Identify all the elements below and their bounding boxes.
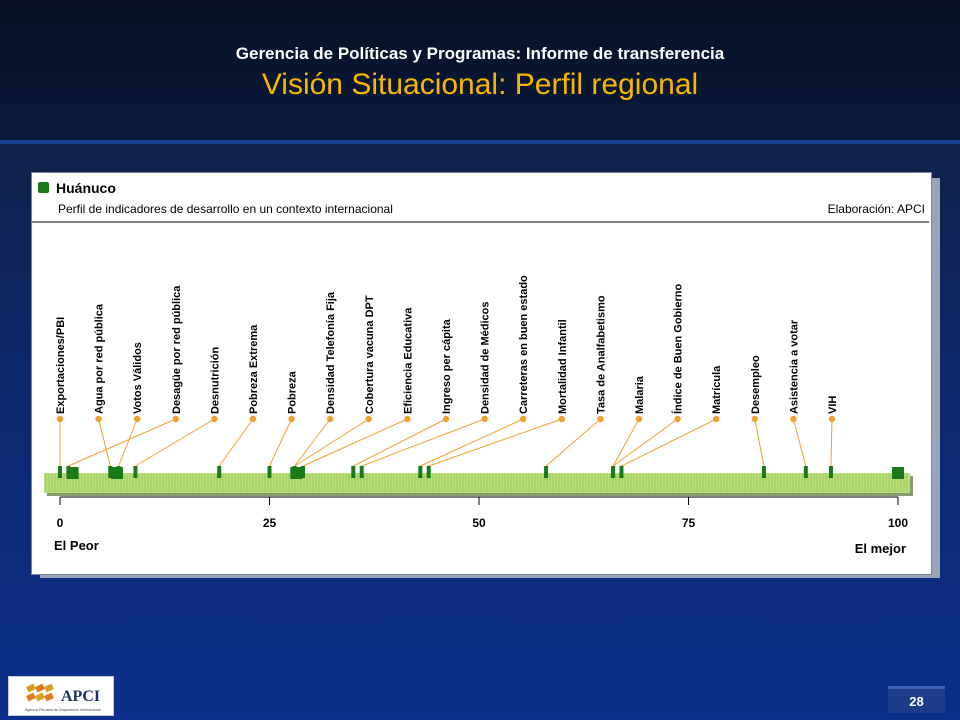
- indicator-marker: [351, 466, 355, 478]
- indicator-marker: [418, 466, 422, 478]
- indicator-marker: [611, 466, 615, 478]
- connector-line: [429, 419, 562, 466]
- connector-line: [295, 419, 369, 466]
- indicator-label: Eficiencia Educativa: [402, 307, 415, 414]
- indicator-label: Pobreza Extrema: [248, 324, 260, 414]
- label-dot: [520, 416, 526, 422]
- indicator-label: Exportaciones/PBI: [55, 316, 67, 414]
- label-dot: [443, 416, 449, 422]
- indicator-label: Mortalidad Infantil: [556, 319, 569, 414]
- connector-line: [353, 419, 446, 466]
- label-dot: [327, 416, 333, 422]
- connector-line: [546, 419, 600, 466]
- label-dot: [366, 416, 372, 422]
- label-dot: [404, 416, 410, 422]
- connector-line: [831, 419, 832, 466]
- indicator-label: Asistencia a votar: [788, 319, 801, 414]
- indicator-label: Votos Válidos: [132, 342, 145, 414]
- x-tick-label: 100: [887, 516, 909, 530]
- axis-min-label: El Peor: [54, 538, 99, 553]
- region-name: Huánuco: [56, 180, 116, 196]
- indicator-marker: [360, 466, 364, 478]
- label-dot: [636, 416, 642, 422]
- x-tick-label: 0: [56, 516, 64, 530]
- logo-text: APCI: [61, 688, 101, 705]
- connector-line: [793, 419, 805, 466]
- indicator-marker: [829, 466, 833, 478]
- connector-line: [99, 419, 111, 466]
- label-dot: [134, 416, 140, 422]
- page-title: Visión Situacional: Perfil regional: [261, 68, 699, 101]
- indicator-label: Desagüe por red pública: [170, 285, 183, 414]
- label-dot: [829, 416, 835, 422]
- group-marker: [67, 467, 79, 479]
- label-dot: [713, 416, 719, 422]
- label-dot: [559, 416, 565, 422]
- apci-logo: [8, 676, 114, 716]
- indicator-label: Matrícula: [711, 365, 724, 414]
- indicator-label: Cobertura vacuna DPT: [363, 295, 376, 414]
- label-dot: [57, 416, 63, 422]
- indicator-marker: [217, 466, 221, 478]
- indicator-strip: [44, 473, 910, 493]
- logo-subtext: Agencia Peruana de Cooperación Internacional: [25, 708, 101, 712]
- connector-line: [295, 419, 331, 466]
- indicator-marker: [427, 466, 431, 478]
- connector-line: [135, 419, 214, 466]
- apci-logo-mark-icon: [26, 684, 54, 702]
- group-marker: [111, 467, 123, 479]
- label-dot: [481, 416, 487, 422]
- label-dot: [674, 416, 680, 422]
- indicator-label: Pobreza: [286, 371, 299, 414]
- indicator-marker: [762, 466, 766, 478]
- indicator-label: Malaria: [634, 376, 646, 414]
- label-dot: [95, 416, 101, 422]
- connector-line: [362, 419, 485, 466]
- connector-line: [755, 419, 764, 466]
- connector-line: [270, 419, 292, 466]
- label-dot: [250, 416, 256, 422]
- panel-credit: Elaboración: APCI: [827, 202, 925, 216]
- indicator-label: VIH: [827, 395, 839, 414]
- indicator-label: Ingreso per cápita: [441, 319, 453, 414]
- indicator-marker: [268, 466, 272, 478]
- label-dot: [790, 416, 796, 422]
- indicator-label: Índice de Buen Gobierno: [672, 283, 685, 414]
- label-dot: [173, 416, 179, 422]
- x-tick-label: 25: [262, 516, 277, 530]
- connector-line: [68, 419, 175, 466]
- x-tick-label: 50: [472, 516, 486, 530]
- connector-line: [420, 419, 523, 466]
- label-dot: [597, 416, 603, 422]
- panel-description: Perfil de indicadores de desarrollo en un contexto internacional: [58, 202, 393, 216]
- x-tick-label: 75: [681, 516, 696, 530]
- indicator-marker: [804, 466, 808, 478]
- connector-line: [303, 419, 407, 466]
- group-marker: [892, 467, 904, 479]
- label-dot: [211, 416, 217, 422]
- indicator-marker: [133, 466, 137, 478]
- indicator-label: Carreteras en buen estado: [518, 275, 531, 414]
- indicator-label: Desnutrición: [209, 346, 222, 414]
- connector-line: [219, 419, 253, 466]
- label-dot: [288, 416, 294, 422]
- indicator-label: Agua por red pública: [93, 303, 106, 414]
- indicator-marker: [58, 466, 62, 478]
- page-number: 28: [888, 686, 945, 713]
- region-legend-swatch: [38, 182, 49, 193]
- header-subtitle: Gerencia de Políticas y Programas: Informe de transferencia: [235, 44, 725, 63]
- indicator-marker: [544, 466, 548, 478]
- indicator-marker: [619, 466, 623, 478]
- indicator-label: Tasa de Analfabetismo: [595, 295, 608, 414]
- label-dot: [752, 416, 758, 422]
- indicator-label: Densidad Telefonía Fija: [325, 291, 338, 414]
- axis-max-label: El mejor: [854, 541, 906, 556]
- indicator-label: Desempleo: [749, 355, 762, 414]
- group-marker: [290, 467, 302, 479]
- indicator-label: Densidad de Médicos: [479, 301, 492, 414]
